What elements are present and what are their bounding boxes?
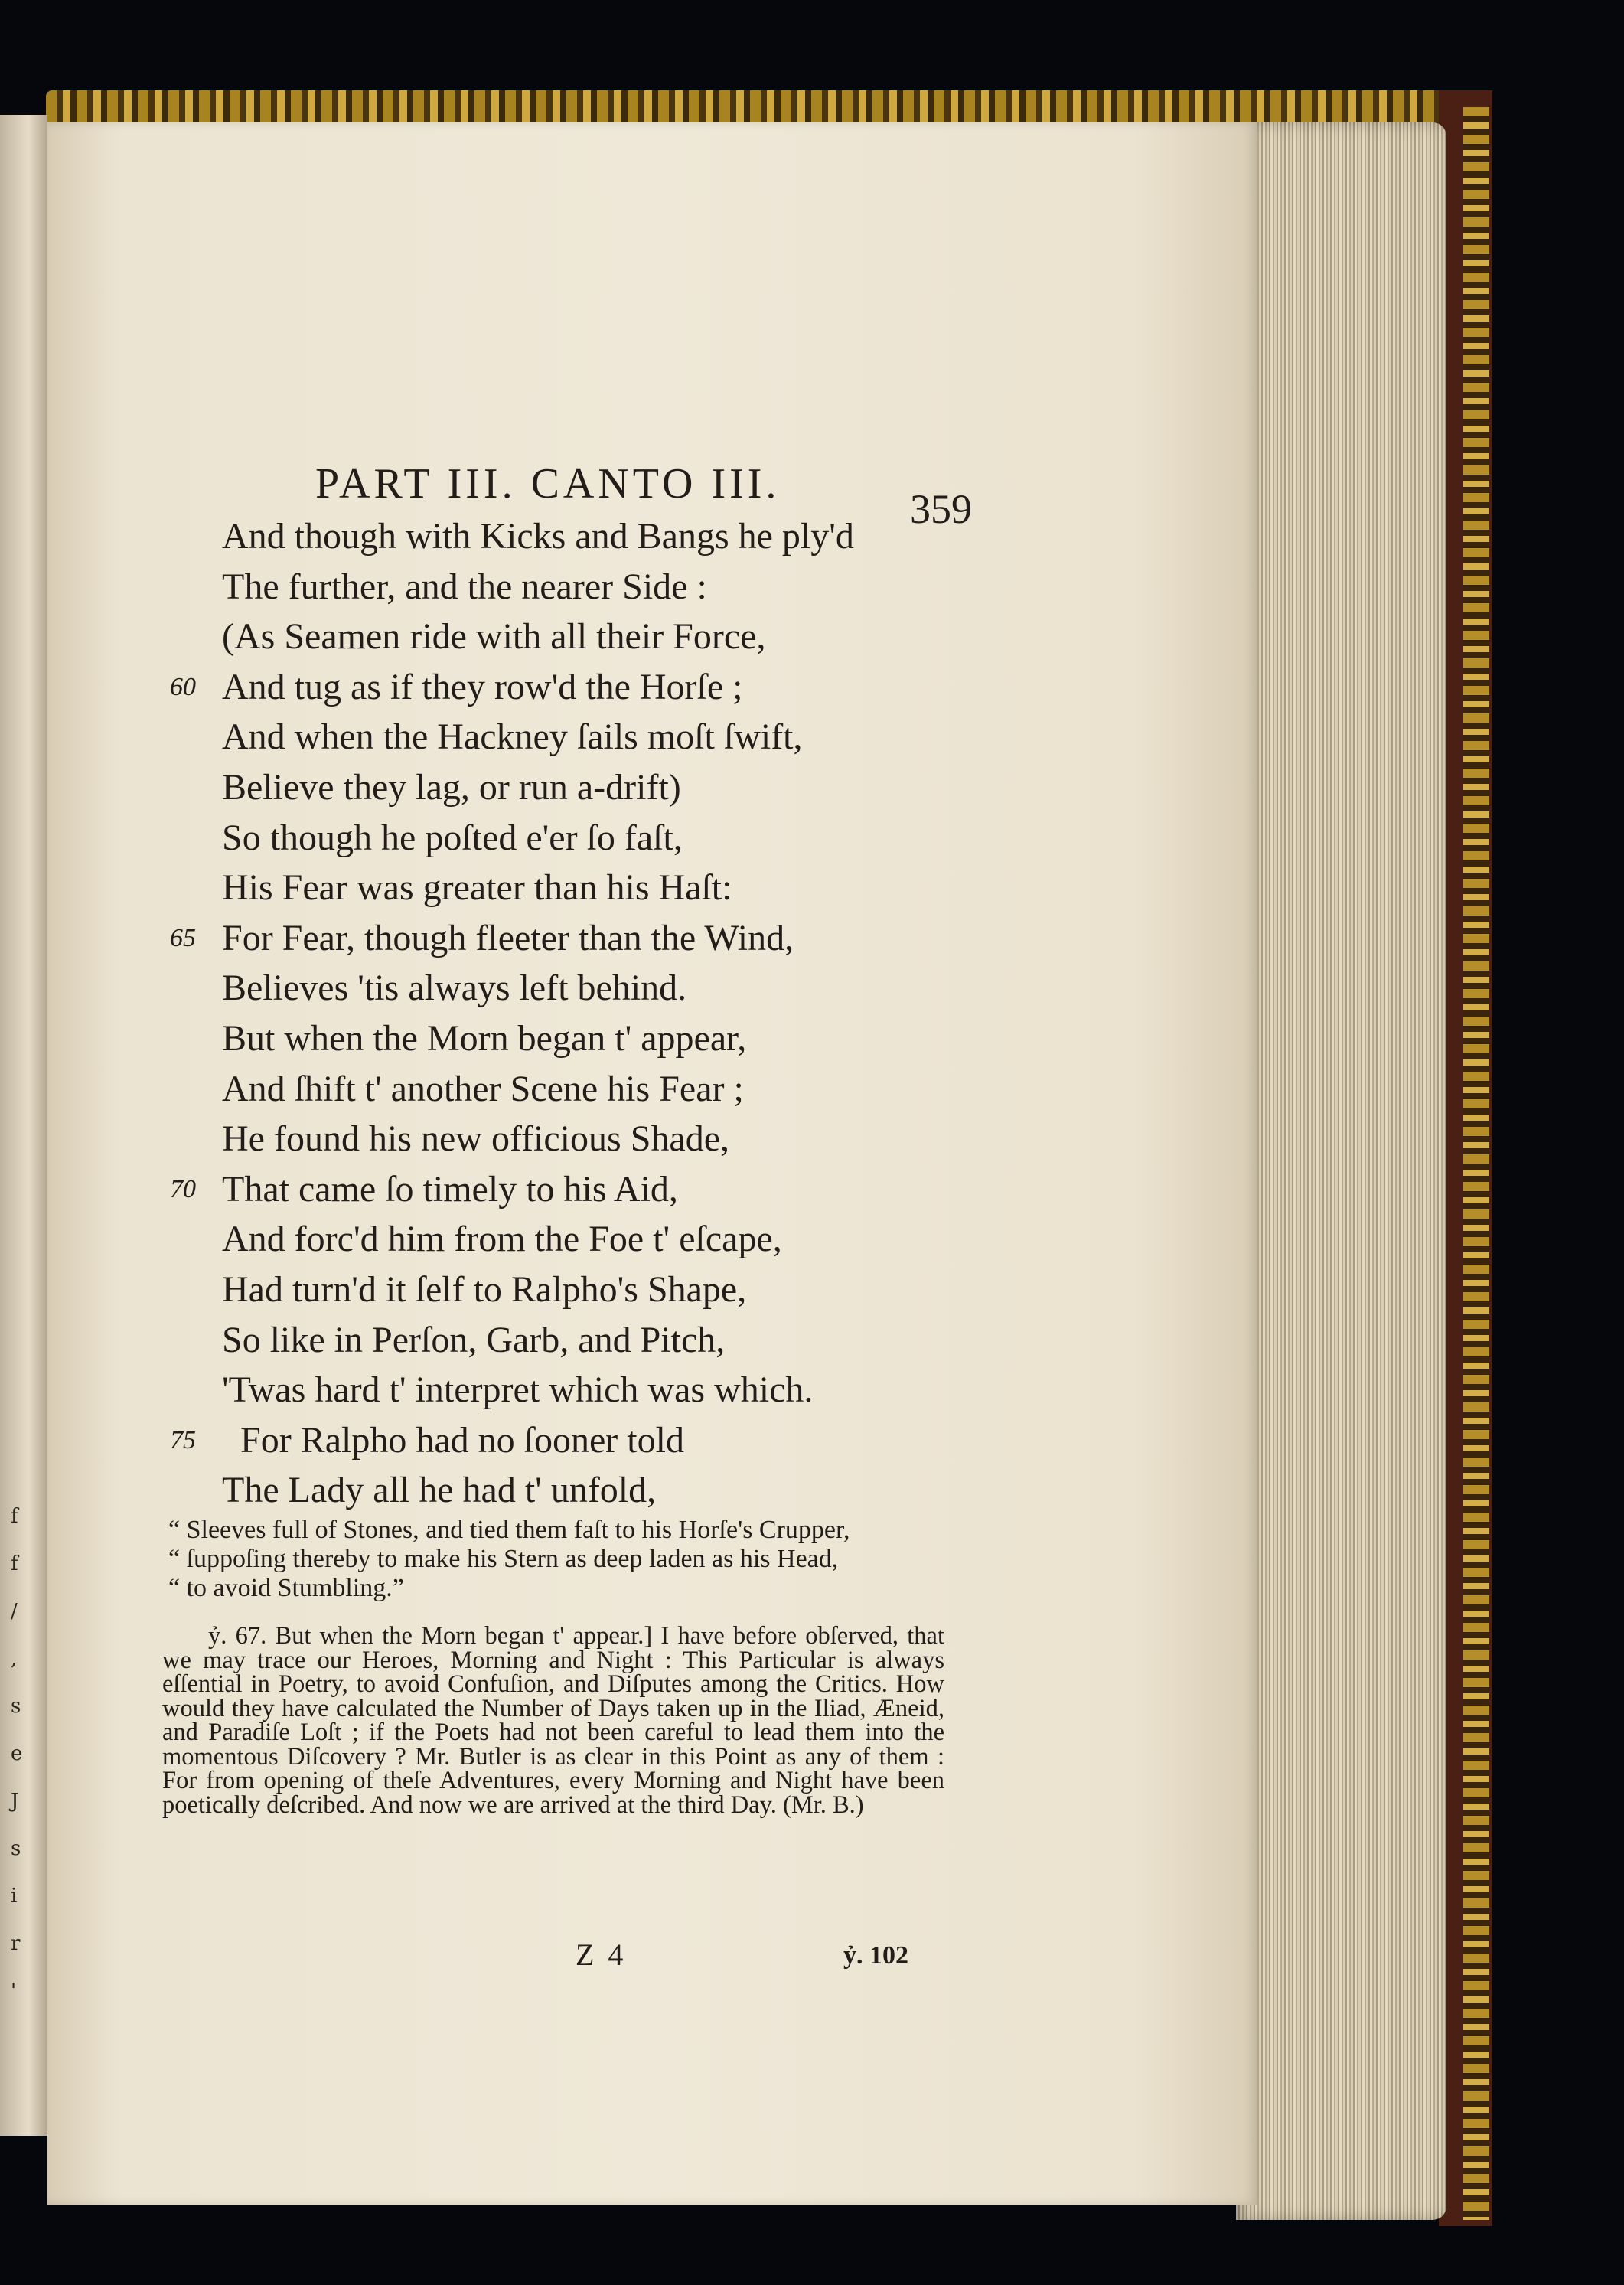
poem-line-text: But when the Morn began t' appear, (222, 1017, 747, 1059)
poem-line-text: Believes 'tis always left behind. (222, 968, 687, 1009)
poem-line-text: For Ralpho had no ſooner told (240, 1419, 684, 1461)
poem-line (47, 1365, 1042, 1415)
poem-line (47, 813, 1042, 863)
page-number: 359 (910, 486, 972, 532)
catchword: ỷ. 102 (843, 1941, 908, 1970)
footnote-main (162, 1624, 944, 1817)
facing-page-mark: J (11, 1790, 19, 1813)
poem-line-text: That came ſo timely to his Aid, (222, 1168, 678, 1209)
poem-line-text: So though he poſted e'er ſo faſt, (222, 817, 683, 858)
poem-line-text: The Lady all he had t' unfold, (222, 1470, 657, 1511)
signature-mark: Z 4 (576, 1937, 627, 1972)
poem-line (47, 863, 1042, 913)
facing-page-mark: r (11, 1932, 21, 1955)
poem-line (47, 1214, 1042, 1265)
poem-line-text: (As Seamen ride with all their Force, (222, 616, 766, 658)
poem-line (47, 1014, 1042, 1064)
poem-line (47, 612, 1042, 662)
poem-line-text: His Fear was greater than his Haſt: (222, 867, 732, 909)
line-number: 70 (170, 1174, 196, 1203)
poem-line-text: And tug as if they row'd the Horſe ; (222, 666, 743, 707)
poem-line-text: So like in Perſon, Garb, and Pitch, (222, 1319, 726, 1360)
poem-line (47, 1265, 1042, 1315)
page-fore-edge (1236, 122, 1446, 2220)
gilt-border-right (1463, 107, 1489, 2220)
footnote-quote (168, 1516, 941, 1603)
poem-line (47, 913, 1042, 964)
poem-line-text: 'Twas hard t' interpret which was which. (222, 1369, 814, 1411)
poem-line-text: Had turn'd it ſelf to Ralpho's Shape, (222, 1268, 747, 1310)
facing-page-mark: , (11, 1647, 18, 1670)
facing-page-mark: s (11, 1695, 21, 1718)
facing-page-mark: i (11, 1885, 18, 1908)
facing-page-mark: f (11, 1552, 18, 1575)
poem-line (47, 1164, 1042, 1215)
facing-page-mark: f (11, 1505, 18, 1528)
facing-page-edge (0, 115, 47, 2136)
poem-line-text: Believe they lag, or run a-drift) (222, 766, 681, 808)
poem-line-text: And though with Kicks and Bangs he ply'd (222, 516, 854, 557)
poem-text (47, 511, 1042, 1516)
footnote-quote-line: “ to avoid Stumbling.” (168, 1574, 404, 1602)
poem-line-text: And ſhift t' another Scene his Fear ; (222, 1068, 744, 1109)
facing-page-mark: ' (11, 1980, 17, 2003)
poem-line (47, 762, 1042, 813)
book-page (47, 122, 1257, 2205)
poem-line (47, 1465, 1042, 1516)
facing-page-mark: / (11, 1600, 18, 1623)
poem-line (47, 963, 1042, 1014)
footnote-paragraph: ỷ. 67. But when the Morn began t' appear.] I have before obſerved, that we may trace our Heroes, Morning and Night : This Particular is always eſſential in Poetry, to avoid Confuſion, and Diſputes among the Critics. How would they have calculated the Number of Days taken up in the Iliad, Æneid, and Paradiſe Loſt ; if the Poets had not been careful to lead them into the momentous Diſcovery ? Mr. Butler is as clear in this Point as any of them : For from opening of theſe Adventures, every Morning and Night have been poetically deſcribed. And now we are arrived at the third Day. (Mr. B.) (162, 1622, 944, 1819)
poem-line (47, 712, 1042, 762)
footnote-quote-line: “ ſuppoſing thereby to make his Stern as deep laden as his Head, (168, 1545, 839, 1573)
poem-line (47, 1415, 1042, 1466)
poem-line (47, 1315, 1042, 1366)
line-number: 75 (170, 1425, 196, 1454)
poem-line-text: For Fear, though fleeter than the Wind, (222, 917, 794, 958)
poem-line-text: The further, and the nearer Side : (222, 566, 707, 607)
poem-line (47, 1064, 1042, 1115)
poem-line (47, 511, 1042, 562)
facing-page-marks (11, 1493, 34, 2003)
line-number: 60 (170, 672, 196, 701)
poem-line (47, 562, 1042, 612)
poem-line-text: He found his new officious Shade, (222, 1118, 729, 1160)
facing-page-mark: e (11, 1742, 23, 1765)
poem-line-text: And forc'd him from the Foe t' eſcape, (222, 1219, 782, 1260)
footnote-quote-line: “ Sleeves full of Stones, and tied them faſt to his Horſe's Crupper, (168, 1516, 850, 1544)
poem-line (47, 662, 1042, 713)
poem-line-text: And when the Hackney ſails moſt ſwift, (222, 717, 803, 758)
poem-line (47, 1114, 1042, 1164)
facing-page-mark: s (11, 1837, 21, 1860)
line-number: 65 (170, 923, 196, 952)
running-head: PART III. CANTO III. (315, 460, 781, 508)
